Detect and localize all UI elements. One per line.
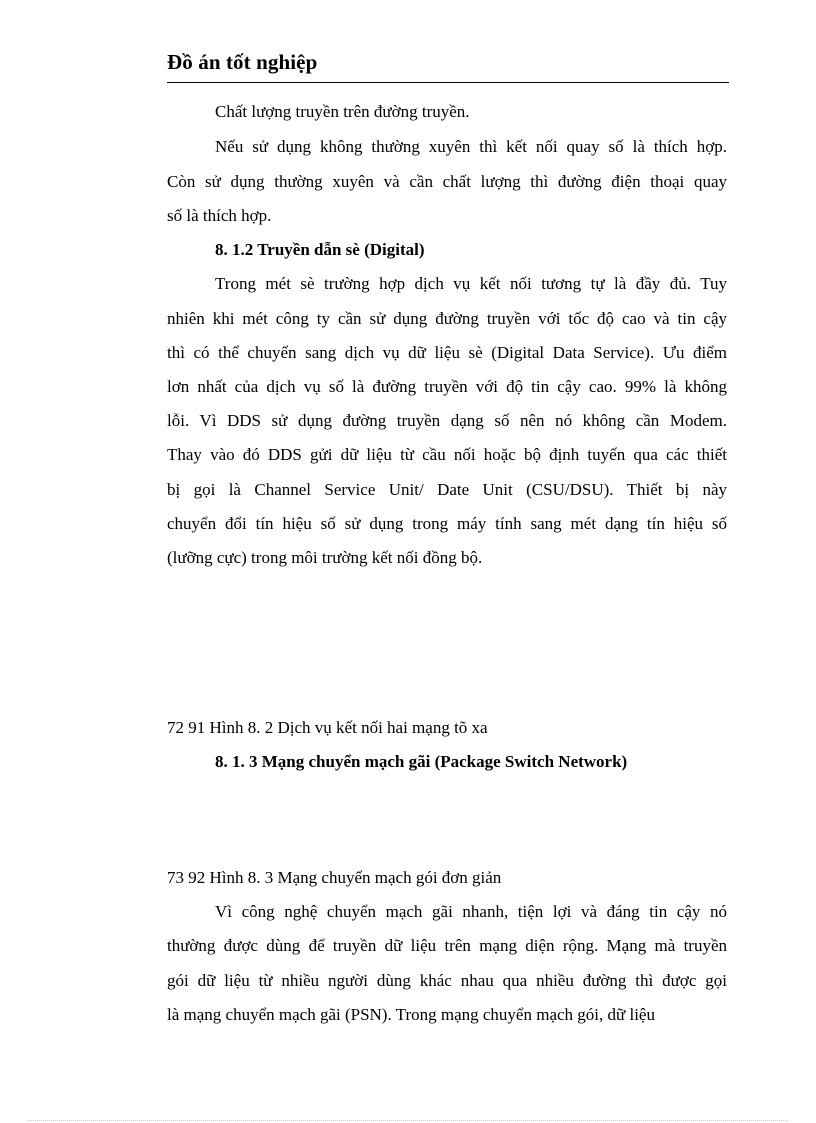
figure-caption: 73 92 Hình 8. 3 Mạng chuyển mạch gói đơn giản xyxy=(167,868,502,887)
body-line: thường được dùng để truyền dữ liệu trên mạng diện rộng. Mạng mà truyền xyxy=(167,936,727,955)
body-line: Thay vào đó DDS gửi dữ liệu từ cầu nối hoặc bộ định tuyến qua các thiết xyxy=(167,445,727,464)
body-line: Còn sử dụng thường xuyên và cần chất lượng thì đường điện thoại quay xyxy=(167,172,727,191)
body-line: số là thích hợp. xyxy=(167,206,272,225)
body-line: Nếu sử dụng không thường xuyên thì kết nối quay số là thích hợp. xyxy=(215,137,727,156)
body-line: Trong mét sè trường hợp dịch vụ kết nối tương tự là đầy đủ. Tuy xyxy=(215,274,727,293)
body-line: lơn nhất của dịch vụ số là đường truyền với độ tin cậy cao. 99% là không xyxy=(167,377,727,396)
figure-caption: 72 91 Hình 8. 2 Dịch vụ kết nối hai mạng tõ xa xyxy=(167,718,488,737)
page-header-title: Đồ án tốt nghiệp xyxy=(167,50,318,74)
body-line: chuyển đổi tín hiệu số sử dụng trong máy tính sang mét dạng tín hiệu số xyxy=(167,514,727,533)
body-line: Vì công nghệ chuyển mạch gãi nhanh, tiện lợi và đáng tin cậy nó xyxy=(215,902,727,921)
body-line: nhiên khi mét công ty cần sử dụng đường truyền với tốc độ cao và tin cậy xyxy=(167,309,727,328)
body-line: bị gọi là Channel Service Unit/ Date Unit (CSU/DSU). Thiết bị này xyxy=(167,480,727,499)
body-line: (lưỡng cực) trong môi trường kết nối đồng bộ. xyxy=(167,548,483,567)
page-bottom-border xyxy=(28,1120,788,1121)
body-line: là mạng chuyển mạch gãi (PSN). Trong mạng chuyển mạch gói, dữ liệu xyxy=(167,1005,655,1024)
header-divider xyxy=(167,82,729,83)
section-heading: 8. 1. 3 Mạng chuyển mạch gãi (Package Switch Network) xyxy=(215,752,628,771)
body-line: Chất lượng truyền trên đường truyền. xyxy=(215,102,470,121)
body-line: thì có thể chuyển sang dịch vụ dữ liệu sè (Digital Data Service). Ưu điểm xyxy=(167,343,727,362)
body-line: lỗi. Vì DDS sử dụng đường truyền dạng số nên nó không cần Modem. xyxy=(167,411,727,430)
section-heading: 8. 1.2 Truyền dẫn sè (Digital) xyxy=(215,240,425,259)
body-line: gói dữ liệu từ nhiều người dùng khác nhau qua nhiều đường thì được gọi xyxy=(167,971,727,990)
